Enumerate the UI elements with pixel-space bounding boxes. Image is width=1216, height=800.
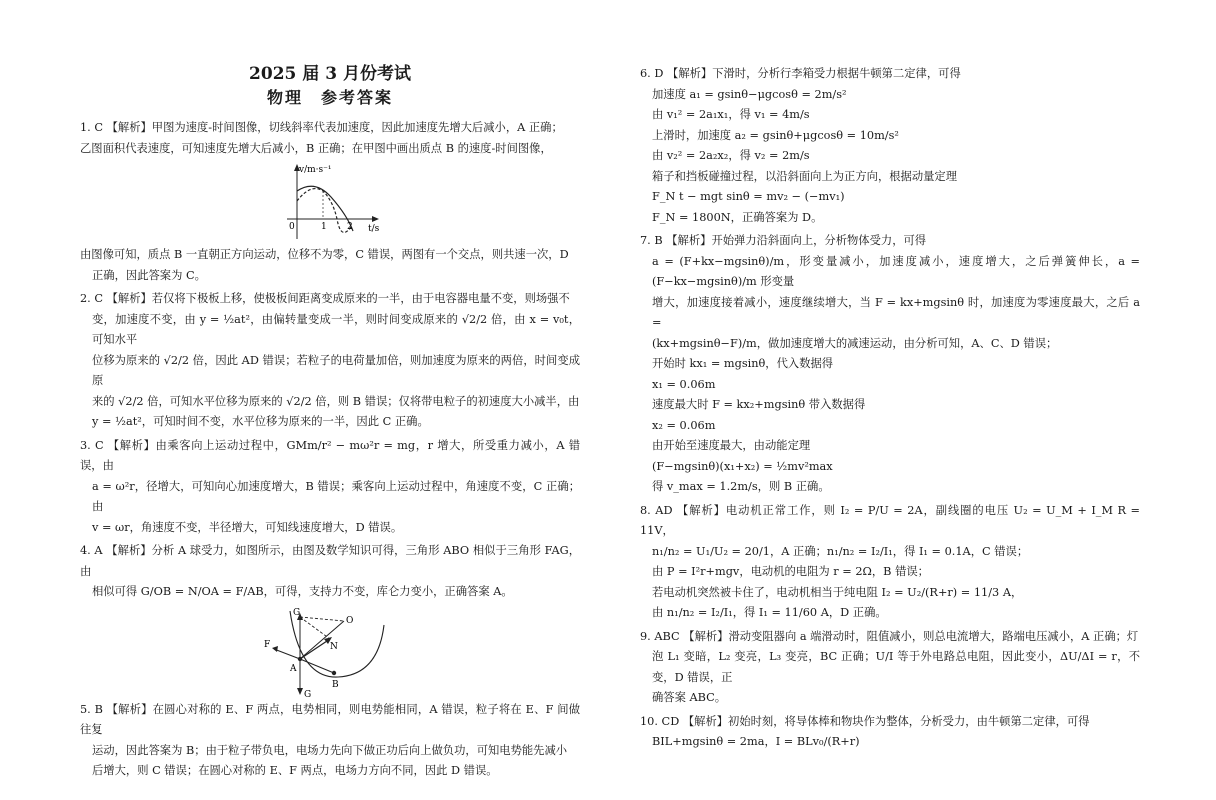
text-line: 正确，因此答案为 C。: [92, 268, 206, 282]
label-b: B: [332, 679, 339, 690]
text-line: v = ωr，角速度不变，半径增大，可知线速度增大，D 错误。: [92, 520, 403, 534]
text-line: 由 P = I²r+mgv，电动机的电阻为 r = 2Ω，B 错误；: [652, 565, 929, 578]
y-axis-label: v/m·s⁻¹: [299, 165, 332, 175]
answer-q4: [80, 541, 580, 697]
text-line: 9. ABC 【解析】滑动变阻器向 a 端滑动时，阻值减小，则总电流增大，路端电压减小，A 正确；灯: [640, 629, 1139, 643]
answer-q10: [640, 712, 1140, 753]
text-line: 5. B 【解析】在圆心对称的 E、F 两点，电势相同，则电势能相同，A 错误，粒子将在 E、F 间做往复: [80, 702, 580, 736]
text-line: (kx+mgsinθ−F)/m，做加速度增大的减速运动，由分析可知，A、C、D 错误；: [652, 336, 1058, 350]
text-line: 速度最大时 F = kx₂+mgsinθ 带入数据得: [652, 398, 866, 411]
text-line: 运动，因此答案为 B；由于粒子带负电，电场力先向下做正功后向上做负功，可知电势能先减小: [92, 743, 568, 757]
answer-q8: [640, 501, 1140, 624]
text-line: 确答案 ABC。: [652, 691, 727, 704]
answer-q9: [640, 627, 1140, 709]
text-line: 后增大，则 C 错误；在圆心对称的 E、F 两点，电场力方向不同，因此 D 错误。: [92, 764, 498, 777]
text-line: 乙图面积代表速度，可知速度先增大后减小，B 正确；在甲图中画出质点 B 的速度-时间图像，: [80, 141, 552, 155]
text-line: 6. D 【解析】下滑时，分析行李箱受力根据牛顿第二定律，可得: [640, 67, 961, 80]
text-line: F_N t − mgt sinθ = mv₂ − (−mv₁): [652, 190, 845, 203]
text-line: BIL+mgsinθ = 2ma，I = BLv₀/(R+r): [652, 735, 860, 748]
text-line: 位移为原来的 √2/2 倍，因此 AD 错误；若粒子的电荷量加倍，则加速度为原来的两倍，时间变成原: [92, 353, 580, 387]
text-line: 上滑时，加速度 a₂ = gsinθ+μgcosθ = 10m/s²: [652, 128, 899, 142]
text-line: 加速度 a₁ = gsinθ−μgcosθ = 2m/s²: [652, 87, 847, 101]
label-g: G: [293, 607, 301, 618]
text-line: y = ½at²，可知时间不变，水平位移为原来的一半，因此 C 正确。: [92, 415, 429, 428]
text-line: a = (F+kx−mgsinθ)/m，形变量减小，加速度减小，速度增大，之后弹簧伸长，a = (F−kx−mgsinθ)/m 形变量: [652, 254, 1140, 288]
text-line: 10. CD 【解析】初始时刻，将导体棒和物块作为整体，分析受力，由牛顿第二定律，可得: [640, 714, 1090, 728]
answer-q7: [640, 231, 1140, 498]
label-g-bottom: G: [304, 689, 312, 697]
velocity-time-figure: [275, 161, 385, 243]
text-line: F_N = 1800N，正确答案为 D。: [652, 210, 823, 224]
tick-label: 1: [321, 222, 327, 232]
page-subtitle: 物理 参考答案: [266, 88, 393, 107]
tick-label: 2: [347, 222, 353, 232]
answer-q5: [80, 700, 580, 782]
left-column: [80, 0, 580, 785]
text-line: x₁ = 0.06m: [652, 377, 716, 391]
text-line: a = ω²r，径增大，可知向心加速度增大，B 错误；乘客向上运动过程中，角速度不变，C 正确；由: [92, 479, 580, 513]
text-line: 得 v_max = 1.2m/s，则 B 正确。: [652, 480, 830, 493]
answer-q3: [80, 436, 580, 539]
right-column: [640, 0, 1140, 756]
text-line: (F−mgsinθ)(x₁+x₂) = ½mv²max: [652, 459, 833, 473]
text-line: 变，加速度不变，由 y = ½at²，由偏转量变成一半，则时间变成原来的 √2/2 倍，由 x = v₀t，可知水平: [92, 312, 580, 346]
text-line: 由图像可知，质点 B 一直朝正方向运动，位移不为零，C 错误，两图有一个交点，则共速一次，D: [80, 248, 569, 261]
text-line: 2. C 【解析】若仅将下极板上移，使极板间距离变成原来的一半，由于电容器电量不变，则场强不: [80, 292, 570, 305]
x-axis-label: t/s: [368, 224, 380, 234]
text-line: 若电动机突然被卡住了，电动机相当于纯电阻 I₂ = U₂/(R+r) = 11/3 A，: [652, 585, 1023, 599]
text-line: n₁/n₂ = U₁/U₂ = 20/1，A 正确；n₁/n₂ = I₂/I₁，得 I₁ = 0.1A，C 错误；: [652, 544, 1029, 558]
text-line: 4. A 【解析】分析 A 球受力，如图所示，由图及数学知识可得，三角形 ABO 相似于三角形 FAG，由: [80, 544, 580, 578]
answer-q6: [640, 64, 1140, 228]
text-line: 泡 L₁ 变暗，L₂ 变亮，L₃ 变亮，BC 正确；U/I 等于外电路总电阻，因此变小，ΔU/ΔI = r，不变，D 错误，正: [652, 650, 1140, 684]
text-line: 8. AD 【解析】电动机正常工作，则 I₂ = P/U = 2A，副线圈的电压 U₂ = U_M + I_M R = 11V，: [640, 503, 1140, 537]
text-line: 1. C 【解析】甲图为速度-时间图像，切线斜率代表加速度，因此加速度先增大后减小，A 正确；: [80, 121, 563, 134]
text-line: 开始时 kx₁ = mgsinθ，代入数据得: [652, 357, 834, 370]
text-line: 由 v₁² = 2a₁x₁，得 v₁ = 4m/s: [652, 108, 810, 121]
text-line: 7. B 【解析】开始弹力沿斜面向上，分析物体受力，可得: [640, 234, 927, 247]
text-line: 增大，加速度接着减小，速度继续增大，当 F = kx+mgsinθ 时，加速度为零速度最大，之后 a =: [652, 295, 1140, 329]
text-line: 3. C 【解析】由乘客向上运动过程中，GMm/r² − mω²r = mg，r 增大，所受重力减小，A 错误，由: [80, 438, 580, 472]
label-f: F: [264, 639, 271, 650]
text-line: 相似可得 G/OB = N/OA = F/AB，可得，支持力不变，库仑力变小，正确答案 A。: [92, 585, 513, 598]
text-line: x₂ = 0.06m: [652, 418, 716, 432]
force-diagram-figure: [260, 605, 400, 697]
page-title: 2025 届 3 月份考试: [249, 64, 411, 84]
text-line: 由开始至速度最大，由动能定理: [652, 439, 811, 452]
answer-q2: [80, 289, 580, 433]
text-line: 来的 √2/2 倍，可知水平位移为原来的 √2/2 倍，则 B 错误；仅将带电粒子的初速度大小减半，由: [92, 394, 580, 408]
text-line: 由 n₁/n₂ = I₂/I₁，得 I₁ = 11/60 A，D 正确。: [652, 606, 887, 619]
label-n: N: [330, 641, 338, 652]
answer-q1: [80, 118, 580, 286]
label-a: A: [290, 663, 297, 674]
label-o: O: [346, 615, 354, 626]
origin-label: 0: [289, 222, 295, 232]
text-line: 箱子和挡板碰撞过程，以沿斜面向上为正方向，根据动量定理: [652, 169, 958, 183]
text-line: 由 v₂² = 2a₂x₂，得 v₂ = 2m/s: [652, 149, 810, 162]
